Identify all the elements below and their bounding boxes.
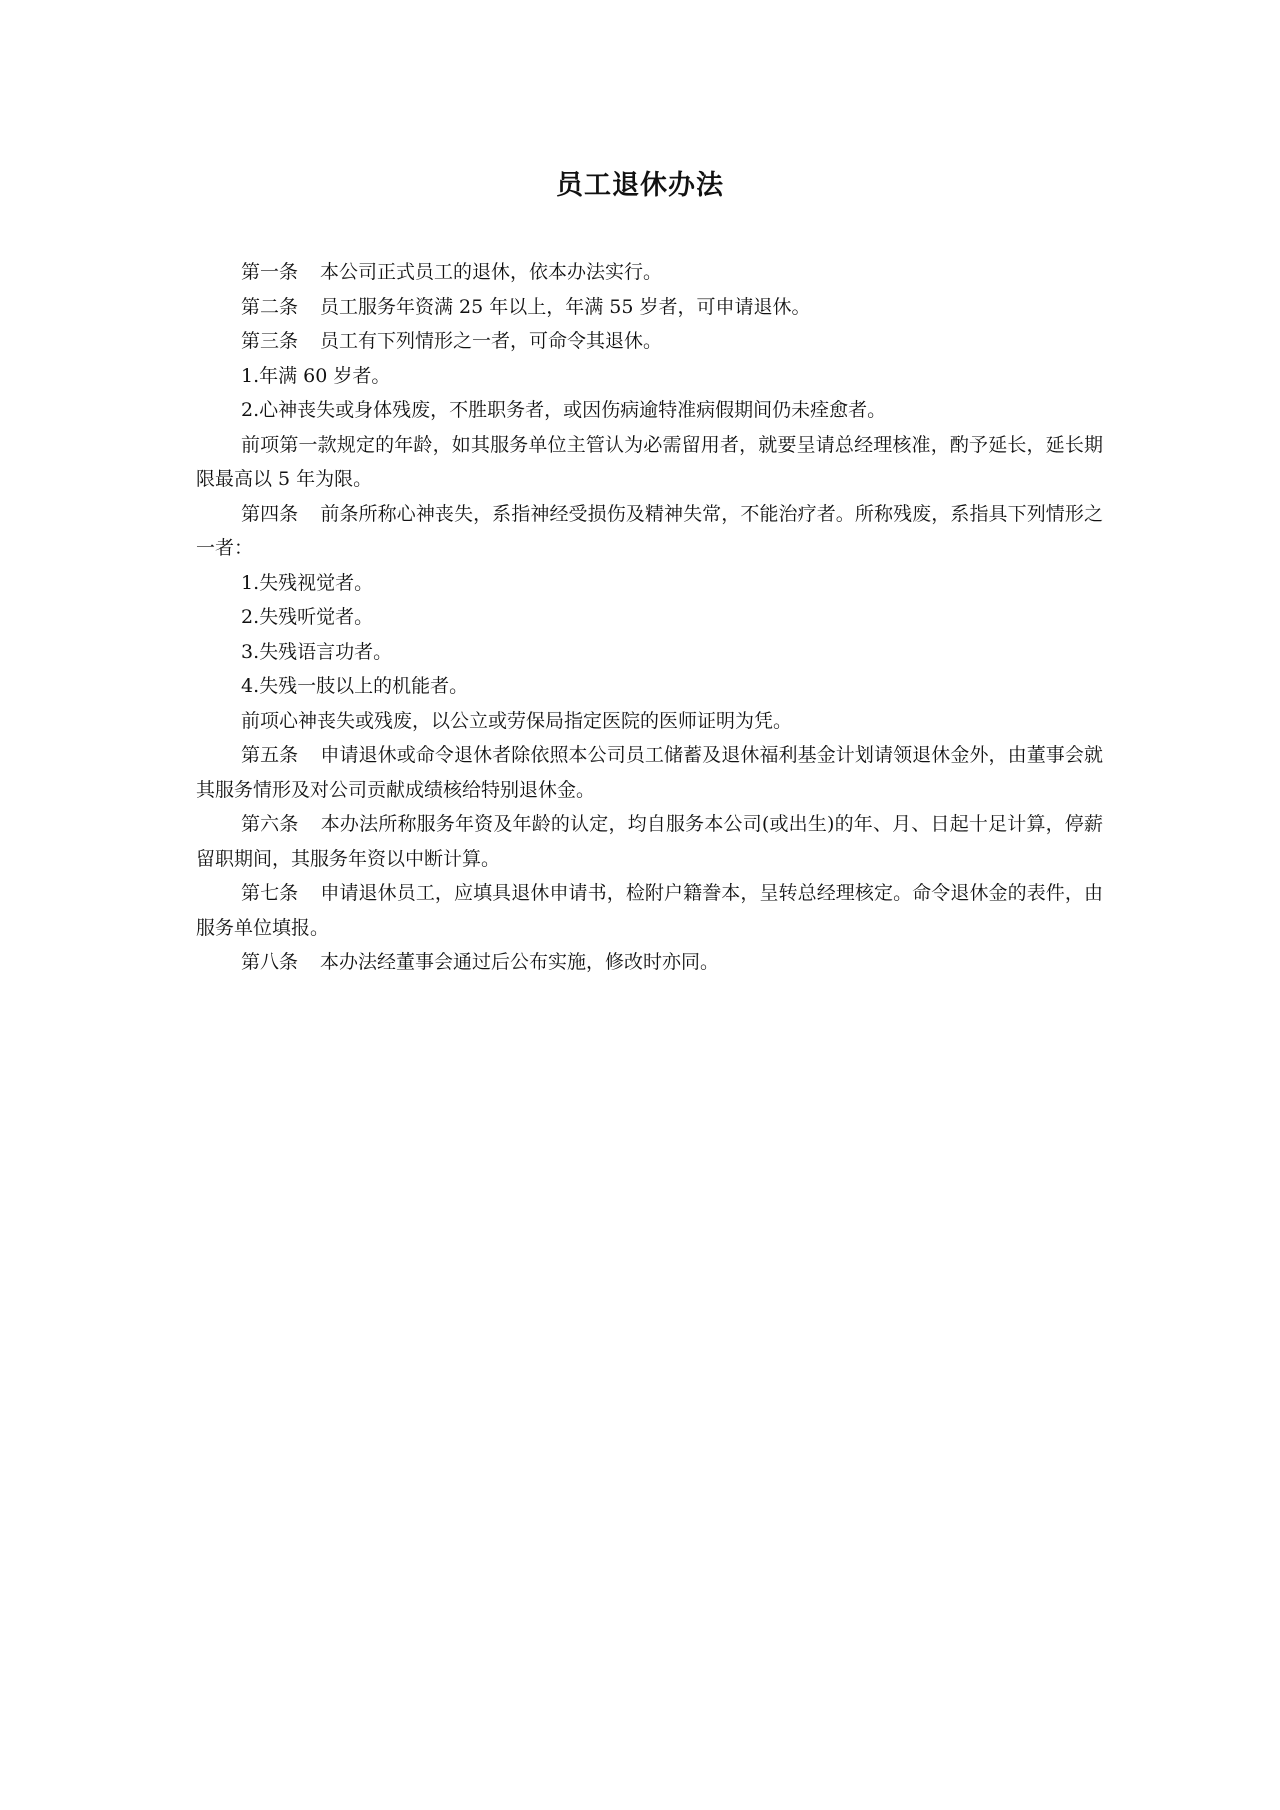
paragraph-article-5 (196, 738, 1103, 807)
article-number: 第六条 (241, 813, 299, 835)
paragraph-article-2 (196, 290, 1103, 325)
paragraph-article-1 (196, 255, 1103, 290)
paragraph-article-8 (196, 945, 1103, 980)
article-number: 第一条 (241, 261, 299, 283)
list-item (196, 566, 1103, 601)
paragraph-text: 前项心神丧失或残废，以公立或劳保局指定医院的医师证明为凭。 (241, 709, 793, 732)
list-item (196, 393, 1103, 428)
article-number: 第七条 (241, 882, 299, 904)
paragraph (196, 704, 1103, 739)
paragraph-text: 员工有下列情形之一者，可命令其退休。 (320, 330, 663, 352)
paragraph-text: 本办法所称服务年资及年龄的认定，均自服务本公司(或出生)的年、月、日起十足计算，停薪留职期间，其服务年资以中断计算。 (196, 813, 1103, 870)
paragraph-text: 前项第一款规定的年龄，如其服务单位主管认为必需留用者，就要呈请总经理核准，酌予延长，延长期限最高以 5 年为限。 (196, 433, 1103, 490)
paragraph-article-6 (196, 807, 1103, 876)
article-number: 第二条 (241, 295, 299, 318)
list-item (196, 359, 1103, 394)
paragraph-text: 2.心神丧失或身体残废，不胜职务者，或因伤病逾特准病假期间仍未痊愈者。 (241, 399, 887, 421)
paragraph-text: 前条所称心神丧失，系指神经受损伤及精神失常，不能治疗者。所称残废，系指具下列情形之一者： (196, 502, 1103, 559)
article-number: 第三条 (241, 330, 299, 352)
paragraph-text: 本办法经董事会通过后公布实施，修改时亦同。 (320, 951, 720, 973)
list-item (196, 669, 1103, 704)
list-item (196, 600, 1103, 635)
paragraph-article-3 (196, 324, 1103, 359)
paragraph-text: 2.失残听觉者。 (241, 606, 374, 628)
list-item (196, 635, 1103, 670)
paragraph-text: 1.年满 60 岁者。 (241, 364, 391, 387)
document-title: 员工退休办法 (556, 170, 724, 201)
paragraph-text: 申请退休或命令退休者除依照本公司员工储蓄及退休福利基金计划请领退休金外，由董事会就其服务情形及对公司贡献成绩核给特别退休金。 (196, 744, 1103, 801)
article-number: 第四条 (241, 502, 299, 525)
article-number: 第五条 (241, 744, 299, 766)
paragraph-text: 员工服务年资满 25 年以上，年满 55 岁者，可申请退休。 (320, 295, 811, 318)
paragraph-text: 4.失残一肢以上的机能者。 (241, 675, 469, 697)
paragraph-text: 1.失残视觉者。 (241, 571, 374, 594)
paragraph (196, 428, 1103, 497)
paragraph-article-7 (196, 876, 1103, 945)
document-body (196, 255, 1103, 980)
paragraph-text: 本公司正式员工的退休，依本办法实行。 (320, 261, 663, 283)
paragraph-article-4 (196, 497, 1103, 566)
paragraph-text: 申请退休员工，应填具退休申请书，检附户籍誊本，呈转总经理核定。命令退休金的表件，由服务单位填报。 (196, 882, 1103, 939)
paragraph-text: 3.失残语言功者。 (241, 640, 393, 663)
article-number: 第八条 (241, 951, 299, 973)
